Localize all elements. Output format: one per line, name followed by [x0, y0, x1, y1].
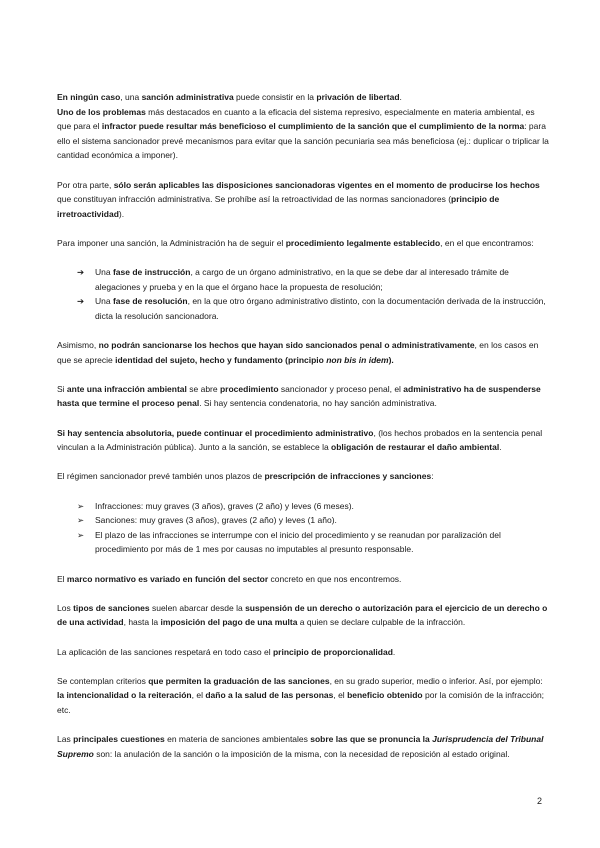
list-item: ➢ El plazo de las infracciones se interrumpe con el inicio del procedimiento y se reanudan por paralización del procedimiento por más de 1 mes por causas no imputables al presunto responsable. — [77, 529, 501, 555]
arrowhead-bullet-icon: ➢ — [77, 515, 85, 526]
list-item: ➔ Una fase de instrucción, a cargo de un órgano administrativo, en la que se debe dar al interesado trámite de alegaciones y prueba y en la que el órgano hace la propuesta de resolución; — [77, 267, 509, 292]
spacer — [57, 484, 549, 499]
paragraph-privacion-libertad: En ningún caso, una sanción administrativa puede consistir en la privación de libertad. — [57, 92, 402, 102]
arrow-bullet-icon: ➔ — [77, 296, 85, 307]
page-number: 2 — [537, 796, 543, 806]
paragraph-non-bis-in-idem: Asimismo, no podrán sancionarse los hechos que hayan sido sancionados penal o administrativamente, en los casos en que se aprecie identidad del sujeto, hecho y fundamento (principio non bis in idem). — [57, 340, 539, 365]
arrow-bullet-icon: ➔ — [77, 267, 85, 278]
spacer — [57, 251, 549, 266]
paragraph-prescripcion: El régimen sancionador prevé también unos plazos de prescripción de infracciones y sanciones: — [57, 471, 434, 482]
arrowhead-bullet-icon: ➢ — [77, 529, 85, 540]
paragraph-tipos-sanciones: Los tipos de sanciones suelen abarcar desde la suspensión de un derecho o autorización para el ejercicio de un derecho o de una actividad, hasta la imposición del pago de una multa a quien se declare culpable de la infracción. — [57, 602, 548, 628]
arrowhead-bullet-icon: ➢ — [77, 500, 85, 511]
paragraph-graduacion: Se contemplan criterios que permiten la graduación de las sanciones, en su grado superior, medio o inferior. Así, por ejemplo: la intencionalidad o la reiteración, el daño a la salud de las personas, el beneficio obtenido por la comisión de la infracción; etc. — [57, 675, 545, 715]
paragraph-marco-normativo: El marco normativo es variado en función del sector concreto en que nos encontremos. — [57, 573, 402, 584]
paragraph-jurisprudencia: Las principales cuestiones en materia de sanciones ambientales sobre las que se pronuncia la Jurisprudencia del Tribunal Supremo son: la anulación de la sanción o la imposición de la misma, con la necesidad de reposición al estado original. — [57, 734, 544, 759]
paragraph-proporcionalidad: La aplicación de las sanciones respetará en todo caso el principio de proporcionalidad. — [57, 646, 396, 657]
list-item: ➢ Infracciones: muy graves (3 años), graves (2 año) y leves (6 meses). — [57, 499, 549, 514]
document-body — [57, 90, 549, 776]
paragraph-sentencia-absolutoria: Si hay sentencia absolutoria, puede continuar el procedimiento administrativo, (los hechos probados en la sentencia penal vinculan a la Administración pública). Junto a la sanción, se establece la obligación de restaurar el daño ambiental. — [57, 427, 543, 453]
list-item: ➔ Una fase de resolución, en la que otro órgano administrativo distinto, con la documentación derivada de la instrucción, dicta la resolución sancionadora. — [77, 296, 546, 321]
paragraph-irretroactividad: Por otra parte, sólo serán aplicables las disposiciones sancionadoras vigentes en el momento de producirse los hechos que constituyan infracción administrativa. Se prohíbe así la retroactividad de las normas sancionadores (principio de irretroactividad). — [57, 179, 540, 219]
paragraph-proceso-penal: Si ante una infracción ambiental se abre procedimiento sancionador y proceso penal, el administrativo ha de suspenderse hasta que termine el proceso penal. Si hay sentencia condenatoria, no hay sanción administrativa. — [57, 383, 541, 409]
paragraph-problemas: Uno de los problemas más destacados en cuanto a la eficacia del sistema represivo, especialmente en materia ambiental, es que para el infractor puede resultar más beneficioso el cumplimiento de la sanción que el cumplimiento de la norma: para ello el sistema sancionador prevé mecanismos para evitar que la sanción pecuniaria sea más beneficiosa (ej.: duplicar o triplicar la cantidad económica a imponer). — [57, 106, 549, 161]
paragraph-procedimiento: Para imponer una sanción, la Administración ha de seguir el procedimiento legalmente establecido, en el que encontramos: — [57, 237, 534, 248]
phases-list — [57, 265, 549, 323]
plazos-list — [57, 499, 549, 557]
list-item: ➢ Sanciones: muy graves (3 años), graves (2 año) y leves (1 año). — [57, 513, 549, 528]
